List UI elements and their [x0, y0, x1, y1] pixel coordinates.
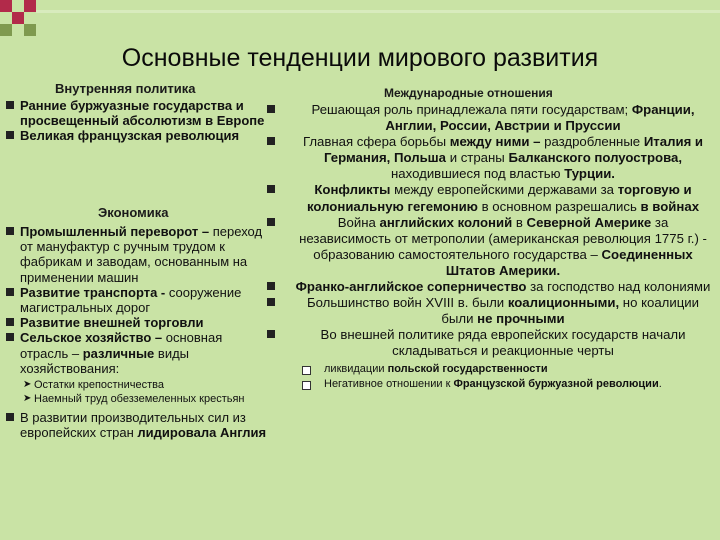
econ-item-england: В развитии производительных сил из европейских стран лидировала Англия [6, 410, 268, 440]
econ-item-trade: Развитие внешней торговли [6, 315, 268, 330]
deco-square-3 [12, 12, 24, 24]
arrow-right-icon: ➤ [23, 379, 32, 391]
bullet-icon [6, 413, 14, 421]
sub-item-hired-labor: ➤ Наемный труд обезземеленных крестьян [23, 393, 245, 406]
bullet-icon [267, 298, 275, 306]
bullet-icon [6, 131, 14, 139]
header-economy: Экономика [98, 205, 169, 220]
bullet-icon [267, 185, 275, 193]
checkbox-square-icon [302, 366, 311, 375]
bullet-icon [6, 227, 14, 235]
arrow-right-icon: ➤ [23, 393, 32, 405]
intl-item-franco-english: Франко-английское соперничество за господство над колониями [292, 279, 714, 295]
left-column [6, 98, 268, 144]
intl-item-five-states: Решающая роль принадлежала пяти государствам; Франции, Англии, России, Австрии и Пруссии [292, 102, 714, 134]
intl-item-reactionary: Во внешней политике ряда европейских государств начали складываться и реакционные черты [292, 327, 714, 359]
bullet-icon [267, 330, 275, 338]
sub-item-poland: ликвидации польской государственности [292, 363, 714, 376]
economy-column [6, 224, 268, 440]
econ-item-agriculture: Сельское хозяйство – основная отрасль – различные виды хозяйствования: [6, 330, 268, 376]
bullet-icon [267, 105, 275, 113]
policy-item-2: Великая французская революция [6, 128, 268, 143]
intl-item-main-sphere: Главная сфера борьбы между ними – раздробленные Италия и Германия, Польша и страны Балканского полуострова, находившиеся под властью Турции. [292, 134, 714, 182]
checkbox-square-icon [302, 381, 311, 390]
deco-square-2 [24, 0, 36, 12]
policy-item-1: Ранние буржуазные государства и просвещенный абсолютизм в Европе [6, 98, 268, 128]
top-rule [36, 10, 720, 13]
bullet-icon [6, 333, 14, 341]
header-domestic-policy: Внутренняя политика [55, 81, 196, 96]
right-column [292, 102, 714, 391]
bullet-icon [267, 282, 275, 290]
intl-item-coalition-wars: Большинство войн XVIII в. были коалиционными, но коалиции были не прочными [292, 295, 714, 327]
deco-square-5 [24, 24, 36, 36]
sub-item-serfdom: ➤ Остатки крепостничества [23, 379, 165, 392]
bullet-icon [267, 137, 275, 145]
deco-square-1 [0, 0, 12, 12]
econ-item-transport: Развитие транспорта - сооружение магистральных дорог [6, 285, 268, 315]
econ-item-industrial: Промышленный переворот – переход от мануфактур с ручным трудом к фабрикам и заводам, основанным на применении машин [6, 224, 268, 285]
intl-item-conflicts: Конфликты между европейскими державами за торговую и колониальную гегемонию в основном разрешались в войнах [292, 182, 714, 214]
intl-item-american-war: Война английских колоний в Северной Америке за независимость от метрополии (американская революция 1775 г.) - образованию самостоятельного государства – Соединенных Штатов Америки. [292, 215, 714, 279]
header-international: Международные отношения [384, 86, 553, 100]
deco-square-4 [0, 24, 12, 36]
sub-item-french-revolution: Негативное отношении к Французской буржуазной революции. [292, 378, 714, 391]
bullet-icon [6, 288, 14, 296]
page-title: Основные тенденции мирового развития [121, 44, 599, 72]
bullet-icon [6, 101, 14, 109]
bullet-icon [267, 218, 275, 226]
bullet-icon [6, 318, 14, 326]
